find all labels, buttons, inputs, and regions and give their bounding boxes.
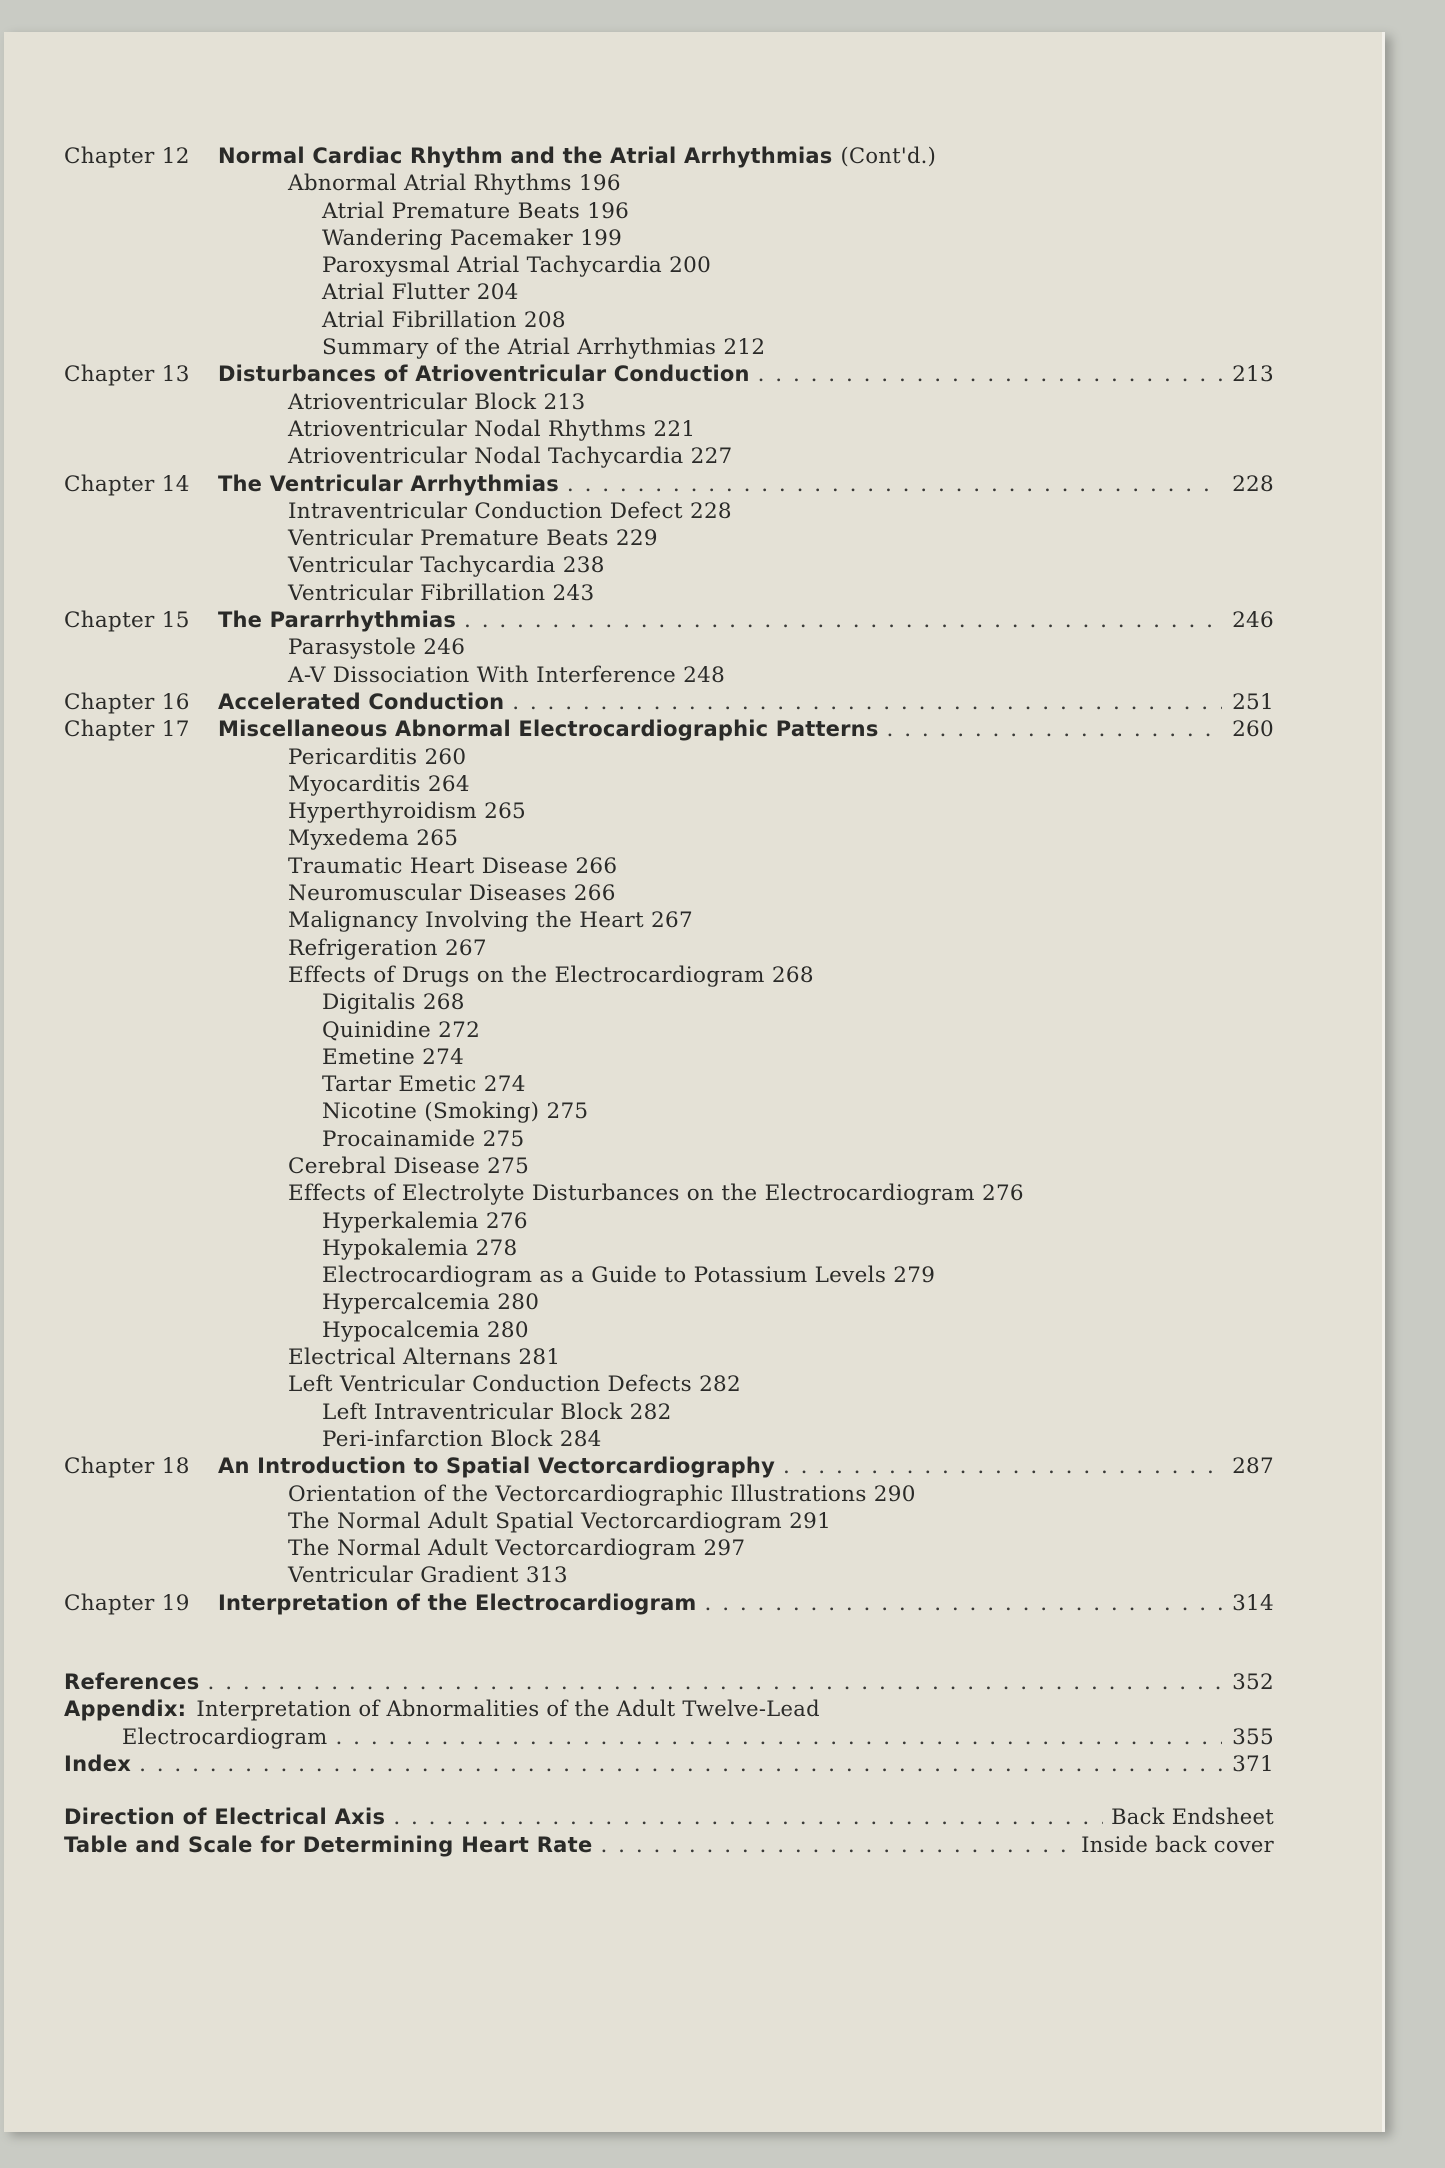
appendix-entry bbox=[64, 1697, 1274, 1724]
leader-dots bbox=[208, 1670, 1222, 1695]
toc-entry: Pericarditis 260 bbox=[288, 744, 467, 770]
chapter-heading bbox=[64, 472, 1274, 499]
chapter-label: Chapter 16 bbox=[64, 689, 190, 715]
spacer bbox=[64, 1618, 1274, 1670]
endmatter-location: Back Endsheet bbox=[1111, 1805, 1274, 1830]
toc-entry: Hyperkalemia 276 bbox=[322, 1208, 528, 1234]
chapter-heading bbox=[64, 690, 1274, 717]
book-page bbox=[4, 32, 1385, 2132]
appendix-label: Appendix: bbox=[64, 1697, 187, 1722]
leader-dots bbox=[705, 1591, 1222, 1616]
leader-dots bbox=[601, 1833, 1074, 1858]
chapter-page: 228 bbox=[1232, 471, 1274, 497]
chapter-title-suffix: (Cont'd.) bbox=[840, 144, 937, 168]
chapter-page: 213 bbox=[1232, 362, 1274, 388]
toc-entry: Atrioventricular Nodal Tachycardia 227 bbox=[288, 444, 733, 470]
toc-entry: Effects of Drugs on the Electrocardiogram 268 bbox=[288, 962, 814, 988]
chapter-title: Interpretation of the Electrocardiogram bbox=[218, 1590, 697, 1615]
references-page: 352 bbox=[1232, 1670, 1274, 1696]
toc-entry: The Normal Adult Spatial Vectorcardiogram 291 bbox=[288, 1508, 832, 1534]
references-entry bbox=[64, 1670, 1274, 1697]
chapter-page: 287 bbox=[1232, 1454, 1274, 1480]
toc-entry: A-V Dissociation With Interference 248 bbox=[288, 662, 726, 688]
chapter-title: An Introduction to Spatial Vectorcardiography bbox=[218, 1454, 775, 1479]
chapter-label: Chapter 17 bbox=[64, 717, 190, 743]
toc-entry: Neuromuscular Diseases 266 bbox=[288, 881, 616, 907]
toc-entry: Nicotine (Smoking) 275 bbox=[322, 1099, 589, 1125]
toc-entry: Peri-infarction Block 284 bbox=[322, 1426, 602, 1452]
index-label: Index bbox=[64, 1751, 132, 1776]
toc-entry: Traumatic Heart Disease 266 bbox=[288, 853, 618, 879]
appendix-entry-cont bbox=[64, 1725, 1274, 1752]
appendix-title-line1: Interpretation of Abnormalities of the Adult Twelve-Lead bbox=[196, 1697, 820, 1722]
chapter-label: Chapter 19 bbox=[64, 1590, 190, 1616]
toc-entry: Hypercalcemia 280 bbox=[322, 1290, 540, 1316]
chapter-label: Chapter 12 bbox=[64, 144, 190, 169]
appendix-page: 355 bbox=[1232, 1724, 1274, 1750]
toc-entry: Paroxysmal Atrial Tachycardia 200 bbox=[322, 253, 712, 279]
toc-entry: Ventricular Fibrillation 243 bbox=[288, 580, 595, 606]
toc-entry: Emetine 274 bbox=[322, 1044, 465, 1070]
chapter-heading bbox=[64, 608, 1274, 635]
chapter-heading bbox=[64, 362, 1274, 389]
toc-entry: Atrioventricular Block 213 bbox=[288, 389, 586, 415]
toc-entry: Digitalis 268 bbox=[322, 990, 465, 1016]
toc-entry: Atrial Flutter 204 bbox=[322, 280, 519, 306]
leader-dots bbox=[783, 1454, 1222, 1479]
chapter-heading bbox=[64, 717, 1274, 744]
toc-entry: Quinidine 272 bbox=[322, 1017, 481, 1043]
toc-entry: Refrigeration 267 bbox=[288, 935, 487, 961]
toc-entry: Summary of the Atrial Arrhythmias 212 bbox=[322, 335, 766, 361]
chapter-label: Chapter 14 bbox=[64, 471, 190, 497]
toc-entry: Abnormal Atrial Rhythms 196 bbox=[288, 171, 621, 197]
spacer bbox=[64, 1779, 1274, 1805]
chapter-page: 246 bbox=[1232, 608, 1274, 634]
toc-entry: Electrical Alternans 281 bbox=[288, 1345, 561, 1371]
chapter-heading bbox=[64, 1454, 1274, 1481]
leader-dots bbox=[512, 690, 1222, 715]
chapter-title: Disturbances of Atrioventricular Conduction bbox=[218, 362, 750, 387]
toc-entry: Intraventricular Conduction Defect 228 bbox=[288, 498, 732, 524]
leader-dots bbox=[567, 472, 1222, 497]
chapter-title: The Ventricular Arrhythmias bbox=[218, 471, 559, 496]
table-of-contents bbox=[64, 144, 1274, 1860]
chapter-title: The Pararrhythmias bbox=[218, 608, 457, 633]
toc-entry: Ventricular Tachycardia 238 bbox=[288, 553, 605, 579]
appendix-title-line2: Electrocardiogram bbox=[122, 1724, 328, 1749]
chapter-title: Accelerated Conduction bbox=[218, 689, 505, 714]
toc-entry: Ventricular Premature Beats 229 bbox=[288, 526, 658, 552]
toc-entry: Parasystole 246 bbox=[288, 635, 466, 661]
chapter-page: 314 bbox=[1232, 1590, 1274, 1616]
toc-entry: The Normal Adult Vectorcardiogram 297 bbox=[288, 1536, 746, 1562]
endmatter-entry bbox=[64, 1805, 1274, 1832]
index-entry bbox=[64, 1752, 1274, 1779]
toc-entry: Hypokalemia 278 bbox=[322, 1235, 518, 1261]
chapter-page: 251 bbox=[1232, 689, 1274, 715]
leader-dots bbox=[887, 717, 1222, 742]
endmatter-location: Inside back cover bbox=[1081, 1832, 1274, 1857]
toc-entry: Tartar Emetic 274 bbox=[322, 1072, 526, 1098]
endmatter-label: Table and Scale for Determining Heart Rate bbox=[64, 1832, 593, 1857]
toc-entry: Myocarditis 264 bbox=[288, 771, 470, 797]
chapter-heading bbox=[64, 144, 1274, 171]
toc-entry: Atrial Fibrillation 208 bbox=[322, 307, 566, 333]
toc-entry: Atrioventricular Nodal Rhythms 221 bbox=[288, 416, 696, 442]
endmatter-entry bbox=[64, 1833, 1274, 1860]
toc-entry: Hyperthyroidism 265 bbox=[288, 799, 527, 825]
chapter-title: Miscellaneous Abnormal Electrocardiographic Patterns bbox=[218, 717, 879, 742]
index-page: 371 bbox=[1232, 1751, 1274, 1777]
leader-dots bbox=[336, 1725, 1223, 1750]
leader-dots bbox=[139, 1752, 1222, 1777]
chapter-heading bbox=[64, 1591, 1274, 1618]
chapter-label: Chapter 13 bbox=[64, 362, 190, 388]
toc-entry: Myxedema 265 bbox=[288, 826, 459, 852]
leader-dots bbox=[393, 1805, 1103, 1830]
chapter-label: Chapter 15 bbox=[64, 608, 190, 634]
leader-dots bbox=[758, 362, 1222, 387]
toc-entry: Left Intraventricular Block 282 bbox=[322, 1399, 672, 1425]
toc-entry: Left Ventricular Conduction Defects 282 bbox=[288, 1372, 742, 1398]
chapter-page: 260 bbox=[1232, 717, 1274, 743]
toc-entry: Procainamide 275 bbox=[322, 1126, 525, 1152]
toc-entry: Electrocardiogram as a Guide to Potassium Levels 279 bbox=[322, 1263, 936, 1289]
toc-entry: Hypocalcemia 280 bbox=[322, 1317, 529, 1343]
leader-dots bbox=[464, 608, 1222, 633]
toc-entry: Atrial Premature Beats 196 bbox=[322, 198, 630, 224]
toc-entry: Malignancy Involving the Heart 267 bbox=[288, 908, 693, 934]
toc-entry: Effects of Electrolyte Disturbances on the Electrocardiogram 276 bbox=[288, 1181, 1024, 1207]
toc-entry: Ventricular Gradient 313 bbox=[288, 1563, 568, 1589]
toc-entry: Wandering Pacemaker 199 bbox=[322, 225, 623, 251]
toc-entry: Orientation of the Vectorcardiographic Illustrations 290 bbox=[288, 1481, 916, 1507]
endmatter-label: Direction of Electrical Axis bbox=[64, 1805, 386, 1830]
chapter-title: Normal Cardiac Rhythm and the Atrial Arrhythmias bbox=[218, 144, 833, 168]
toc-entry: Cerebral Disease 275 bbox=[288, 1153, 530, 1179]
references-label: References bbox=[64, 1670, 200, 1695]
chapter-label: Chapter 18 bbox=[64, 1454, 190, 1480]
